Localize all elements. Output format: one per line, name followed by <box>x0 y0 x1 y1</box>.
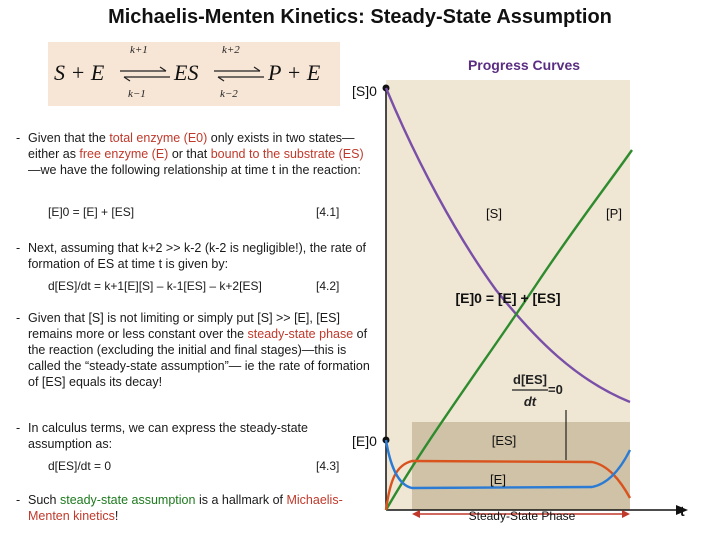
rate-k-minus2: k−2 <box>220 88 238 100</box>
bullet-text-segment: Michaelis-Menten kinetics <box>28 493 343 523</box>
bullet-text <box>28 310 373 390</box>
bullet-text <box>28 492 373 524</box>
bullet-text-segment: total enzyme (E0) <box>109 131 208 145</box>
derivative-denominator: dt <box>523 394 537 409</box>
bullet-text <box>28 240 373 272</box>
p-curve-label: [P] <box>606 206 622 221</box>
bullet-dash: - <box>16 131 21 145</box>
e0-label: [E]0 <box>352 433 377 449</box>
formula-4-1: [E]0 = [E] + [ES] <box>48 205 135 219</box>
bullet-text-segment: of the reaction (excluding the initial and final stages)—this is called the “steady-state assumption”— ie the rate of formation of [ES] equals its decay! <box>28 327 370 389</box>
bullet-dash: - <box>16 421 21 435</box>
bullet-text-segment: only exists in two states—either as <box>28 131 355 161</box>
bullet-text <box>28 130 373 178</box>
steady-state-phase-label: Steady-State Phase <box>468 509 576 523</box>
bullet-dash: - <box>16 311 21 325</box>
bullet-text-segment: steady-state phase <box>247 327 354 341</box>
formula-4-2: d[ES]/dt = k+1[E][S] – k-1[ES] – k+2[ES] <box>48 279 262 293</box>
s-curve-label: [S] <box>486 206 502 221</box>
reaction-scheme <box>48 42 340 106</box>
bullet-text <box>28 420 373 452</box>
page-title: Michaelis-Menten Kinetics: Steady-State Assumption <box>108 6 612 28</box>
t-axis-label: t <box>680 503 685 519</box>
bullet-text-segment: Next, assuming that k+2 >> k-2 (k-2 is negligible!), the rate of formation of ES at time t is given by: <box>28 241 367 271</box>
eqnum-4-1: [4.1] <box>316 205 340 219</box>
bullet-text-segment: or that <box>168 147 211 161</box>
bullet-text-segment: —we have the following relationship at time t in the reaction: <box>28 163 361 177</box>
eqnum-4-3: [4.3] <box>316 459 340 473</box>
conservation-equation: [E]0 = [E] + [ES] <box>455 290 561 306</box>
steady-state-shaded-region <box>412 422 630 510</box>
bullet-text-segment: steady-state assumption <box>59 493 196 507</box>
bullet-text-segment: In calculus terms, we can express the steady-state assumption as: <box>28 421 308 451</box>
rate-k-plus1: k+1 <box>130 44 148 56</box>
derivative-numerator: d[ES] <box>513 372 547 387</box>
bullet-text-segment: bound to the substrate (ES) <box>210 147 364 161</box>
equilibrium-arrow-2-icon <box>214 64 264 84</box>
bullet-text-segment: Given that the <box>28 131 110 145</box>
phase-arrow-right-icon <box>622 510 630 518</box>
reaction-lhs: S + E <box>54 60 105 85</box>
progress-curves-figure <box>352 40 720 540</box>
bullet-dash: - <box>16 493 21 507</box>
bullet-dash: - <box>16 241 21 255</box>
reaction-intermediate: ES <box>174 60 199 85</box>
formula-4-3: d[ES]/dt = 0 <box>48 459 112 473</box>
es-curve-label: [ES] <box>491 433 517 448</box>
bullet-text-segment: ! <box>114 509 119 523</box>
bullet-text-segment: Such <box>28 493 60 507</box>
equilibrium-arrow-1-icon <box>120 64 170 84</box>
progress-curves-svg <box>352 40 720 540</box>
bullet-text-segment: free enzyme (E) <box>79 147 169 161</box>
eqnum-4-2: [4.2] <box>316 279 340 293</box>
phase-arrow-left-icon <box>412 510 420 518</box>
s0-label: [S]0 <box>352 83 377 99</box>
bullet-text-segment: Given that [S] is not limiting or simply put [S] >> [E], [ES] remains more or less constant over the <box>28 311 340 341</box>
rate-k-plus2: k+2 <box>222 44 240 56</box>
graph-heading: Progress Curves <box>467 57 581 73</box>
bullet-text-segment: is a hallmark of <box>195 493 287 507</box>
derivative-equals-zero: =0 <box>548 382 563 397</box>
rate-k-minus1: k−1 <box>128 88 146 100</box>
reaction-rhs: P + E <box>268 60 321 85</box>
e-curve-label: [E] <box>490 472 506 487</box>
